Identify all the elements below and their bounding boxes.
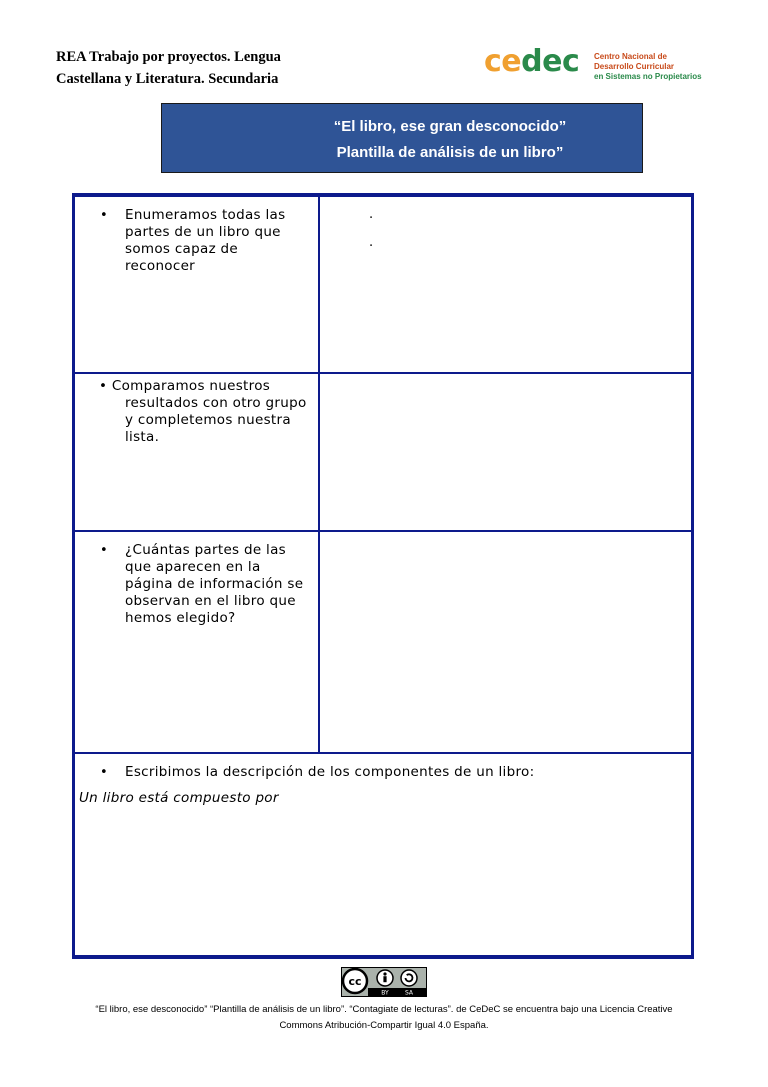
analysis-table [72, 193, 694, 959]
logo-ce: ce [484, 44, 522, 79]
row2-first-line: • Comparamos nuestros [99, 378, 271, 394]
row3-line-1: ¿Cuántas partes de las [125, 542, 287, 558]
row2-line-3: lista. [125, 429, 160, 445]
row1-bullet: • [100, 208, 108, 223]
row3-line-4: observan en el libro que [125, 593, 296, 609]
row4-bullet: • [100, 765, 108, 780]
footer-line-2: Commons Atribución-Compartir Igual 4.0 España. [279, 1020, 489, 1031]
footer-line-1: “El libro, ese desconocido” “Plantilla de análisis de un libro”. “Contagiate de lecturas”. de CeDeC se encuentra bajo una Licencia Creative [95, 1004, 673, 1015]
license-footer [60, 1002, 708, 1034]
row4-prompt: Escribimos la descripción de los componentes de un libro: [125, 764, 535, 780]
sa-label: SA [404, 989, 414, 997]
header-line-2: Castellana y Literatura. Secundaria [56, 71, 279, 87]
row-divider-3 [75, 752, 691, 754]
row3-line-5: hemos elegido? [125, 610, 236, 626]
logo-dec: dec [521, 44, 580, 79]
row1-line-3: somos capaz de [125, 241, 239, 257]
by-label: BY [381, 989, 389, 997]
header-line-1: REA Trabajo por proyectos. Lengua [56, 49, 281, 65]
row1-line-2: partes de un libro que [125, 224, 281, 240]
cedec-logo [484, 44, 724, 84]
cc-badge-strip [368, 988, 426, 996]
creative-commons-badge[interactable] [341, 967, 427, 997]
by-icon-head [383, 972, 386, 975]
logo-sub-line-3: en Sistemas no Propietarios [594, 72, 702, 81]
row3-line-2: que aparecen en la [125, 559, 261, 575]
row2-line-2: y completemos nuestra [125, 412, 291, 428]
row3-bullet: • [100, 543, 108, 558]
logo-wordmark [484, 44, 579, 79]
row3-question [125, 542, 317, 627]
row2-question [99, 378, 317, 446]
banner-line-1: “El libro, ese gran desconocido” [333, 118, 567, 135]
row2-line-1: resultados con otro grupo [125, 395, 307, 411]
row1-line-1: Enumeramos todas las [125, 207, 286, 223]
row1-answer-dot-2[interactable]: . [369, 235, 374, 250]
title-banner [161, 103, 643, 173]
banner-line-2: Plantilla de análisis de un libro” [336, 144, 564, 161]
document-header [56, 46, 316, 90]
logo-subtitle [594, 52, 702, 82]
row3-line-3: página de información se [125, 576, 304, 592]
row1-question [125, 207, 315, 275]
sa-icon [401, 970, 417, 986]
logo-sub-line-2: Desarrollo Curricular [594, 62, 675, 71]
row-divider-1 [75, 372, 691, 374]
row1-line-4: reconocer [125, 258, 196, 274]
logo-sub-line-1: Centro Nacional de [594, 52, 667, 61]
by-icon-body [383, 976, 386, 982]
row4-answer-start[interactable]: Un libro está compuesto por [79, 790, 279, 806]
row-divider-2 [75, 530, 691, 532]
row1-answer-dot-1[interactable]: . [369, 207, 374, 222]
column-divider [318, 197, 320, 754]
cc-icon-label: cc [348, 975, 362, 988]
